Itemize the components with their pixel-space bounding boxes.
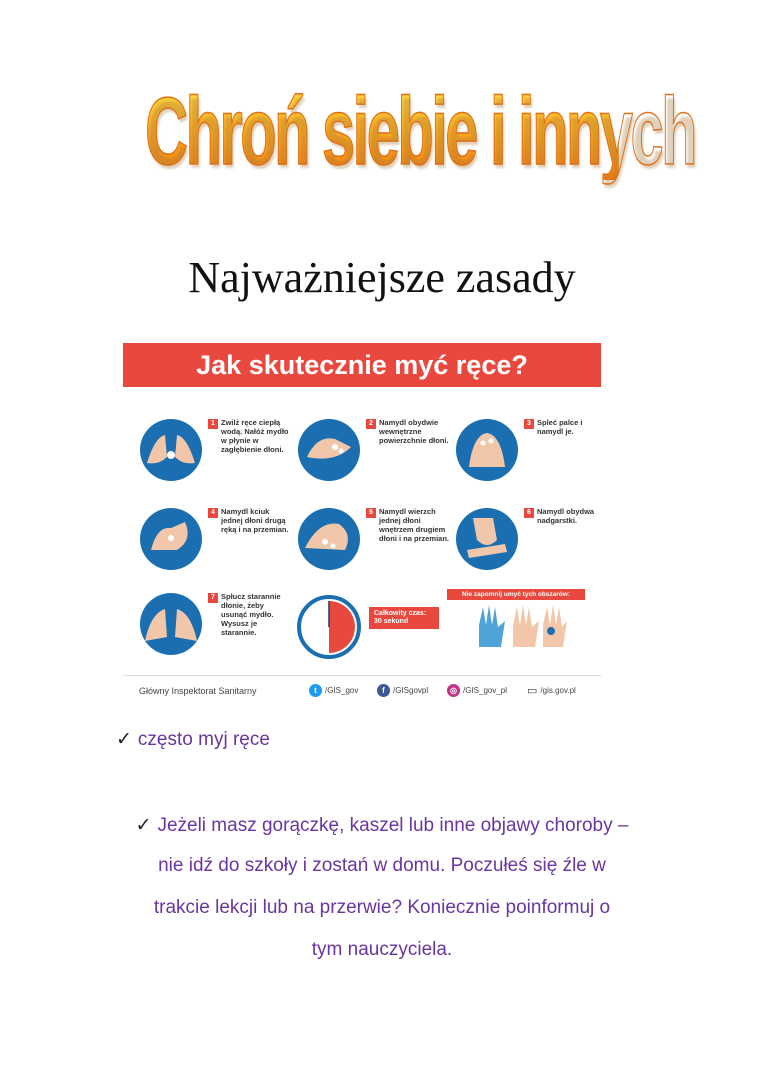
step-text: Spleć palce i namydl je. [537,418,583,436]
step-text: Namydl wierzch jednej dłoni wnętrzem drugiem dłoni i na przemian. [379,507,450,543]
step-number: 3 [524,419,534,429]
hands-wet-icon [137,417,207,487]
step-number: 5 [366,508,376,518]
poster-heading: Jak skutecznie myć ręce? [123,343,601,387]
timer-clock-icon [295,593,363,661]
bullet-stay-home-line-3: trakcie lekcji lub na przerwie? Koniecznie poinformuj o [153,897,611,918]
total-time-label: Całkowity czas: [374,610,427,617]
step-text: Spłucz starannie dłonie, żeby usunąć mydło. Wysusz je starannie. [221,592,281,637]
monitor-icon: ▭ [527,685,538,697]
step-3 [453,417,603,487]
step-7 [137,591,287,661]
bullet-wash-hands [116,728,270,751]
instagram-link: ◎ /GIS_gov_pl [447,684,507,697]
total-time-badge [369,607,439,629]
step-number: 7 [208,593,218,603]
website-link: ▭ /gis.gov.pl [527,685,576,697]
step-text: Zwilż ręce ciepłą wodą. Nałóż mydło w płynie w zagłębienie dłoni. [221,418,289,454]
step-number: 6 [524,508,534,518]
step-text: Namydl kciuk jednej dłoni drugą ręką i na przemian. [221,507,289,534]
hands-rinse-icon [137,591,207,661]
hands-fingers-icon [453,417,523,487]
handwashing-poster [123,343,601,705]
bullet-text: często myj ręce [137,729,270,750]
step-4 [137,506,287,576]
checkmark-icon: ✓ [116,729,132,750]
areas-badge: Nie zapomnij umyć tych obszarów: [447,589,585,600]
step-text: Namydl obydwa nadgarstki. [537,507,595,525]
hands-back-icon [295,506,365,576]
poster-footer [123,675,601,706]
step-2 [295,417,449,487]
hand-areas-icon [473,601,569,649]
bullet-stay-home-line-1: ✓ Jeżeli masz gorączkę, kaszel lub inne objawy choroby – [135,815,629,836]
step-number: 1 [208,419,218,429]
step-text: Namydl obydwie wewnętrzne powierzchnie dłoni. [379,418,449,445]
twitter-link: t /GIS_gov [309,684,358,697]
step-number: 4 [208,508,218,518]
step-5 [295,506,450,576]
page-title: Chroń siebie i innych [145,78,695,185]
footer-org: Główny Inspektorat Sanitarny [139,686,257,696]
step-1 [137,417,287,487]
hands-thumb-icon [137,506,207,576]
hands-wrist-icon [453,506,523,576]
total-time-value: 30 sekund [374,618,409,625]
twitter-icon: t [309,684,322,697]
step-6 [453,506,603,576]
facebook-icon: f [377,684,390,697]
bullet-stay-home-line-2: nie idź do szkoły i zostań w domu. Poczułeś się źle w [158,855,606,876]
step-number: 2 [366,419,376,429]
bullet-stay-home-line-4: tym nauczyciela. [311,939,453,960]
hands-palms-icon [295,417,365,487]
instagram-icon: ◎ [447,684,460,697]
page-subtitle: Najważniejsze zasady [188,253,576,302]
facebook-link: f /GISgovpl [377,684,428,697]
checkmark-icon: ✓ [135,815,152,836]
